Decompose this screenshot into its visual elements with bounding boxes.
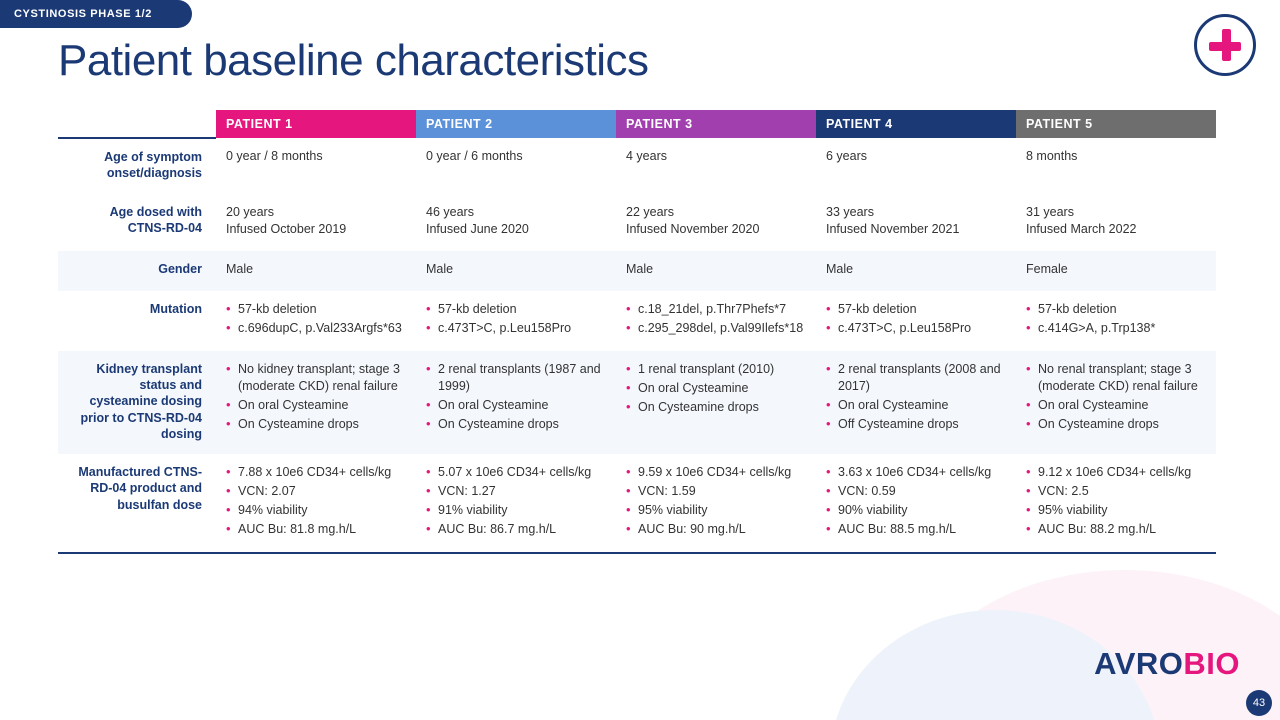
text-line: Infused October 2019 (226, 222, 347, 237)
bullet-item: • 3.63 x 10e6 CD34+ cells/kg (826, 464, 1004, 481)
table-cell (1016, 251, 1216, 291)
table-cell (816, 251, 1016, 291)
bullet-item: • c.18_21del, p.Thr7Phefs*7 (626, 301, 804, 318)
table-cell (816, 454, 1016, 553)
table-cell (616, 138, 816, 194)
table-cell (1016, 454, 1216, 553)
bullet-item: • VCN: 1.27 (426, 483, 604, 500)
bullet-list (626, 301, 804, 337)
table-cell (1016, 291, 1216, 351)
bullet-list (426, 464, 604, 538)
bullet-item: • On oral Cysteamine (226, 397, 404, 414)
page-number-badge: 43 (1246, 690, 1272, 716)
bullet-item: • c.696dupC, p.Val233Argfs*63 (226, 320, 404, 337)
table-row (58, 351, 1216, 454)
bullet-item: • AUC Bu: 88.2 mg.h/L (1026, 521, 1204, 538)
table-cell (216, 454, 416, 553)
table-cell (616, 251, 816, 291)
bullet-item: • AUC Bu: 86.7 mg.h/L (426, 521, 604, 538)
table-row-label: Gender (58, 251, 216, 291)
bullet-item: • 57-kb deletion (1026, 301, 1204, 318)
company-logo (1094, 646, 1240, 682)
bullet-item: • 94% viability (226, 502, 404, 519)
text-line: Male (826, 262, 854, 277)
text-lines (426, 261, 604, 278)
table-cell (616, 291, 816, 351)
table-column-header-2: PATIENT 2 (416, 110, 616, 138)
bullet-list (1026, 464, 1204, 538)
baseline-characteristics-table (58, 110, 1216, 554)
text-line: Infused November 2020 (626, 222, 760, 237)
bullet-item: • No kidney transplant; stage 3 (moderate CKD) renal failure (226, 361, 404, 395)
bullet-list (226, 301, 404, 337)
table-column-header-5: PATIENT 5 (1016, 110, 1216, 138)
text-line: Female (1026, 262, 1068, 277)
bullet-item: • 91% viability (426, 502, 604, 519)
bullet-item: • 2 renal transplants (2008 and 2017) (826, 361, 1004, 395)
bullet-item: • VCN: 2.5 (1026, 483, 1204, 500)
table-cell (616, 454, 816, 553)
bullet-item: • On Cysteamine drops (1026, 416, 1204, 433)
table-cell (1016, 138, 1216, 194)
bullet-item: • 57-kb deletion (826, 301, 1004, 318)
text-lines (1026, 261, 1204, 278)
table-cell (216, 291, 416, 351)
bullet-item: • 5.07 x 10e6 CD34+ cells/kg (426, 464, 604, 481)
table-cell (616, 351, 816, 454)
text-line: Male (226, 262, 254, 277)
table-cell (816, 351, 1016, 454)
bullet-item: • On Cysteamine drops (426, 416, 604, 433)
bullet-item: • 57-kb deletion (426, 301, 604, 318)
text-line: 22 years (626, 204, 674, 219)
bullet-item: • c.295_298del, p.Val99Ilefs*18 (626, 320, 804, 337)
text-lines (426, 148, 604, 165)
bullet-item: • c.473T>C, p.Leu158Pro (826, 320, 1004, 337)
bullet-list (826, 464, 1004, 538)
bullet-item: • 1 renal transplant (2010) (626, 361, 804, 378)
table-cell (416, 138, 616, 194)
bullet-item: • 57-kb deletion (226, 301, 404, 318)
bullet-item: • 9.59 x 10e6 CD34+ cells/kg (626, 464, 804, 481)
bullet-item: • AUC Bu: 90 mg.h/L (626, 521, 804, 538)
text-line: 4 years (626, 149, 667, 163)
bullet-list (626, 464, 804, 538)
bullet-item: • On Cysteamine drops (226, 416, 404, 433)
text-lines (826, 261, 1004, 278)
text-line: 6 years (826, 149, 867, 163)
table-row (58, 138, 1216, 194)
table-header (58, 110, 1216, 138)
company-logo-part2: BIO (1183, 646, 1240, 681)
bullet-item: • On oral Cysteamine (626, 380, 804, 397)
table-column-header-1: PATIENT 1 (216, 110, 416, 138)
table-corner-cell (58, 110, 216, 138)
table-cell (416, 291, 616, 351)
bullet-item: • On oral Cysteamine (426, 397, 604, 414)
bullet-item: • VCN: 0.59 (826, 483, 1004, 500)
table-cell (616, 194, 816, 252)
table-row-label: Age dosed with CTNS-RD-04 (58, 194, 216, 252)
text-lines (1026, 204, 1204, 239)
text-line: 33 years (826, 204, 874, 219)
bullet-item: • 2 renal transplants (1987 and 1999) (426, 361, 604, 395)
table-row-label: Mutation (58, 291, 216, 351)
bullet-item: • On oral Cysteamine (826, 397, 1004, 414)
table-row (58, 291, 1216, 351)
table-row (58, 194, 1216, 252)
text-line: 8 months (1026, 149, 1078, 163)
table-cell (816, 291, 1016, 351)
bullet-list (1026, 361, 1204, 433)
table-cell (1016, 194, 1216, 252)
table-column-header-3: PATIENT 3 (616, 110, 816, 138)
table-row-label: Kidney transplant status and cysteamine dosing prior to CTNS-RD-04 dosing (58, 351, 216, 454)
text-line: Infused June 2020 (426, 222, 529, 237)
text-line: 31 years (1026, 204, 1074, 219)
section-ribbon-label: CYSTINOSIS PHASE 1/2 (14, 8, 152, 20)
text-lines (226, 204, 404, 239)
text-lines (826, 148, 1004, 165)
bullet-item: • On oral Cysteamine (1026, 397, 1204, 414)
text-line: Infused March 2022 (1026, 222, 1137, 237)
bullet-item: • 90% viability (826, 502, 1004, 519)
table-cell (416, 251, 616, 291)
table-column-header-4: PATIENT 4 (816, 110, 1016, 138)
bullet-item: • VCN: 2.07 (226, 483, 404, 500)
company-logo-part1: AVRO (1094, 646, 1184, 681)
table-row (58, 251, 1216, 291)
text-line: 0 year / 6 months (426, 149, 523, 163)
bullet-item: • Off Cysteamine drops (826, 416, 1004, 433)
table-row-label: Manufactured CTNS-RD-04 product and busulfan dose (58, 454, 216, 553)
bullet-item: • 95% viability (1026, 502, 1204, 519)
page-title: Patient baseline characteristics (58, 36, 649, 85)
table-cell (216, 251, 416, 291)
bullet-list (626, 361, 804, 416)
cross-vertical-bar (1222, 29, 1231, 61)
text-lines (226, 261, 404, 278)
section-ribbon (0, 0, 192, 28)
text-line: 0 year / 8 months (226, 149, 323, 163)
text-lines (426, 204, 604, 239)
text-lines (826, 204, 1004, 239)
table-cell (416, 351, 616, 454)
bullet-item: • 9.12 x 10e6 CD34+ cells/kg (1026, 464, 1204, 481)
bullet-list (426, 301, 604, 337)
table-cell (816, 138, 1016, 194)
bullet-list (1026, 301, 1204, 337)
text-line: Infused November 2021 (826, 222, 960, 237)
bullet-item: • 95% viability (626, 502, 804, 519)
table-cell (416, 194, 616, 252)
text-lines (626, 204, 804, 239)
text-lines (1026, 148, 1204, 165)
bullet-list (226, 464, 404, 538)
table-row-label: Age of symptom onset/diagnosis (58, 138, 216, 194)
bullet-item: • AUC Bu: 81.8 mg.h/L (226, 521, 404, 538)
text-lines (226, 148, 404, 165)
text-lines (626, 148, 804, 165)
table-cell (816, 194, 1016, 252)
table-cell (216, 194, 416, 252)
bullet-item: • VCN: 1.59 (626, 483, 804, 500)
bullet-item: • c.414G>A, p.Trp138* (1026, 320, 1204, 337)
bullet-list (826, 361, 1004, 433)
text-lines (626, 261, 804, 278)
table-header-row (58, 110, 1216, 138)
bullet-item: • AUC Bu: 88.5 mg.h/L (826, 521, 1004, 538)
bullet-item: • No renal transplant; stage 3 (moderate CKD) renal failure (1026, 361, 1204, 395)
text-line: 46 years (426, 204, 474, 219)
text-line: Male (426, 262, 454, 277)
bullet-list (226, 361, 404, 433)
text-line: Male (626, 262, 654, 277)
bullet-item: • 7.88 x 10e6 CD34+ cells/kg (226, 464, 404, 481)
table-body (58, 138, 1216, 553)
table-cell (416, 454, 616, 553)
text-line: 20 years (226, 204, 274, 219)
table-cell (1016, 351, 1216, 454)
medical-cross-icon (1194, 14, 1256, 76)
bullet-item: • c.473T>C, p.Leu158Pro (426, 320, 604, 337)
table-row (58, 454, 1216, 553)
bullet-list (826, 301, 1004, 337)
bullet-item: • On Cysteamine drops (626, 399, 804, 416)
table-cell (216, 138, 416, 194)
patients-table (58, 110, 1216, 554)
bullet-list (426, 361, 604, 433)
table-cell (216, 351, 416, 454)
